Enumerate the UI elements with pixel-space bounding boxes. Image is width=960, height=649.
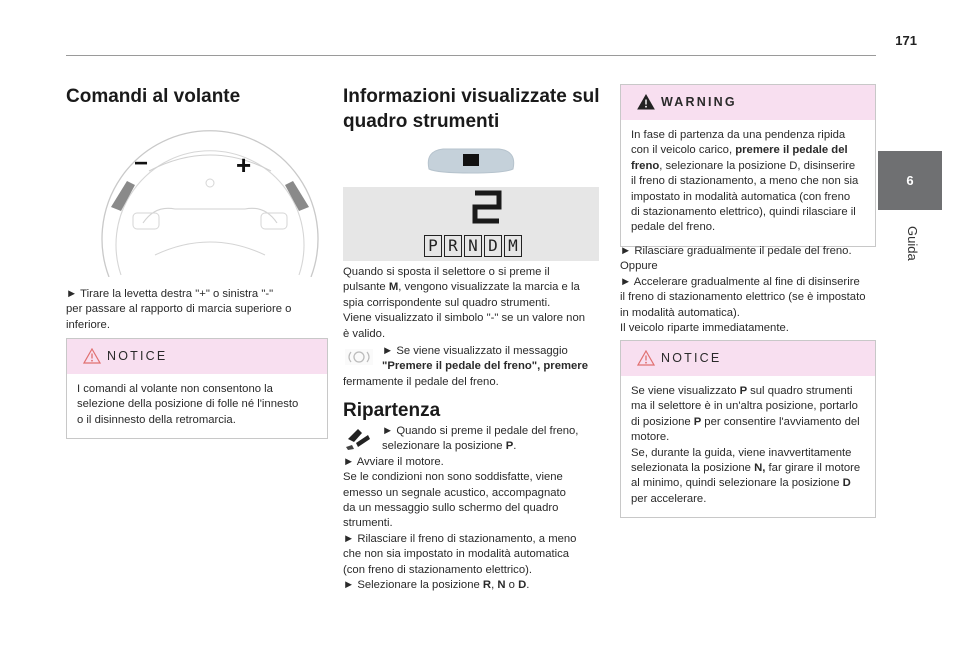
- text-line: impostato in modalità automatica (con freno: [631, 190, 851, 203]
- paddle-plus-label: +: [236, 150, 252, 180]
- notice-title: NOTICE: [107, 349, 168, 363]
- text-line: freno, selezionare la posizione D, disinserire: [631, 159, 856, 172]
- text-line: che non sia impostato in modalità automatica: [343, 548, 570, 561]
- gear-letter-d: D: [484, 235, 502, 257]
- text-line: spia corrispondente sul quadro strumenti.: [343, 296, 551, 309]
- gear-letter-r: R: [444, 235, 462, 257]
- text-line: da un messaggio sullo schermo del quadro: [343, 502, 559, 515]
- col1-paragraph: [66, 287, 328, 333]
- text-line: Se, durante la guida, viene inavvertitamente: [631, 446, 852, 459]
- text-line: è valido.: [343, 327, 386, 340]
- instrument-cluster-icon: [425, 145, 517, 175]
- text-line: motore.: [631, 431, 670, 444]
- warning-triangle-icon: [637, 94, 655, 110]
- notice-box-2: [620, 340, 876, 518]
- warning-title: WARNING: [661, 95, 737, 109]
- gear-letter-p: P: [424, 235, 442, 257]
- col2-paragraph-1: [343, 265, 605, 342]
- text-line: ► Rilasciare il freno di stazionamento, a meno: [343, 532, 577, 545]
- text-line: fermamente il pedale del freno.: [343, 375, 499, 388]
- text-line: Se viene visualizzato P sul quadro strumenti: [631, 385, 853, 397]
- text-line: selezione della posizione di folle né l'innesto: [77, 398, 299, 411]
- text-line: I comandi al volante non consentono la: [77, 383, 273, 395]
- notice-box-1: [66, 338, 328, 439]
- paddle-minus-label: −: [134, 150, 149, 177]
- text-line: ► Se viene visualizzato il messaggio: [382, 345, 568, 357]
- page-number: 171: [895, 33, 917, 48]
- text-line: ► Quando si preme il pedale del freno,: [382, 425, 579, 437]
- gear-number-value: [400, 200, 401, 201]
- section-title-line: Informazioni visualizzate sul: [343, 86, 600, 107]
- section-title: Comandi al volante: [66, 86, 241, 107]
- col2-paragraph-3: [343, 424, 605, 593]
- text-line: ► Avviare il motore.: [343, 455, 444, 468]
- text-line: il freno di stazionamento, a meno che non sia: [631, 175, 859, 188]
- text-line: o il disinnesto della retromarcia.: [77, 413, 236, 426]
- text-line: pulsante M, vengono visualizzate la marcia e la: [343, 281, 580, 294]
- chapter-label: Guida: [905, 226, 920, 261]
- warning-triangle-icon: [83, 348, 101, 364]
- text-line: per passare al rapporto di marcia superiore o: [66, 303, 292, 316]
- text-line: In fase di partenza da una pendenza ripida: [631, 129, 846, 141]
- notice-header: [621, 341, 875, 376]
- text-line: "Premere il pedale del freno", premere: [382, 360, 588, 373]
- section-title-line: quadro strumenti: [343, 111, 500, 132]
- column-instrument-info: [343, 84, 605, 134]
- text-line: pedale del freno.: [631, 221, 716, 234]
- col2-paragraph-2: [343, 344, 605, 390]
- steering-wheel-illustration: [95, 125, 325, 277]
- warning-triangle-icon: [637, 350, 655, 366]
- column-steering-controls: [66, 84, 328, 109]
- text-line: di posizione P per consentire l'avviamento del: [631, 415, 860, 428]
- text-line: emesso un segnale acustico, accompagnato: [343, 486, 566, 499]
- text-line: ► Tirare la levetta destra "+" o sinistra "-": [66, 288, 274, 300]
- text-line: ► Selezionare la posizione R, N o D.: [343, 579, 530, 592]
- text-line: Il veicolo riparte immediatamente.: [620, 322, 789, 335]
- col3-paragraph: [620, 244, 882, 336]
- text-line: ► Rilasciare gradualmente il pedale del freno.: [620, 245, 852, 257]
- text-line: selezionare la posizione P.: [382, 440, 517, 453]
- notice-title: NOTICE: [661, 351, 722, 365]
- gear-letters: [424, 235, 522, 257]
- text-line: in modalità automatica).: [620, 306, 740, 319]
- text-line: con il veicolo carico, premere il pedale del: [631, 144, 848, 157]
- chapter-tab: 6: [878, 151, 942, 210]
- text-line: per accelerare.: [631, 492, 707, 505]
- text-line: il freno di stazionamento elettrico (se è impostato: [620, 291, 866, 304]
- header-rule: [66, 55, 876, 56]
- text-line: di stazionamento elettrico), quindi rilasciare il: [631, 206, 856, 219]
- text-line: ► Accelerare gradualmente al fine di disinserire: [620, 275, 860, 288]
- text-line: Viene visualizzato il simbolo "-" se un valore non: [343, 312, 586, 325]
- text-line: inferiore.: [66, 318, 110, 331]
- warning-header: [621, 85, 875, 120]
- gear-letter-m: M: [504, 235, 522, 257]
- notice-header: [67, 339, 327, 374]
- text-line: Quando si sposta il selettore o si preme il: [343, 266, 550, 278]
- gear-letter-n: N: [464, 235, 482, 257]
- gear-number-icon: [472, 190, 502, 224]
- section-title-ripartenza: Ripartenza: [343, 400, 441, 421]
- text-line: selezionata la posizione N, far girare il motore: [631, 462, 861, 475]
- text-line: Se le condizioni non sono soddisfatte, viene: [343, 471, 563, 484]
- text-line: (con freno di stazionamento elettrico).: [343, 563, 533, 576]
- warning-box: [620, 84, 876, 247]
- text-line: ma il selettore è in un'altra posizione, portarlo: [631, 400, 858, 413]
- text-line: Oppure: [620, 260, 658, 273]
- text-line: strumenti.: [343, 517, 393, 530]
- text-line: al minimo, quindi selezionare la posizione D: [631, 477, 851, 490]
